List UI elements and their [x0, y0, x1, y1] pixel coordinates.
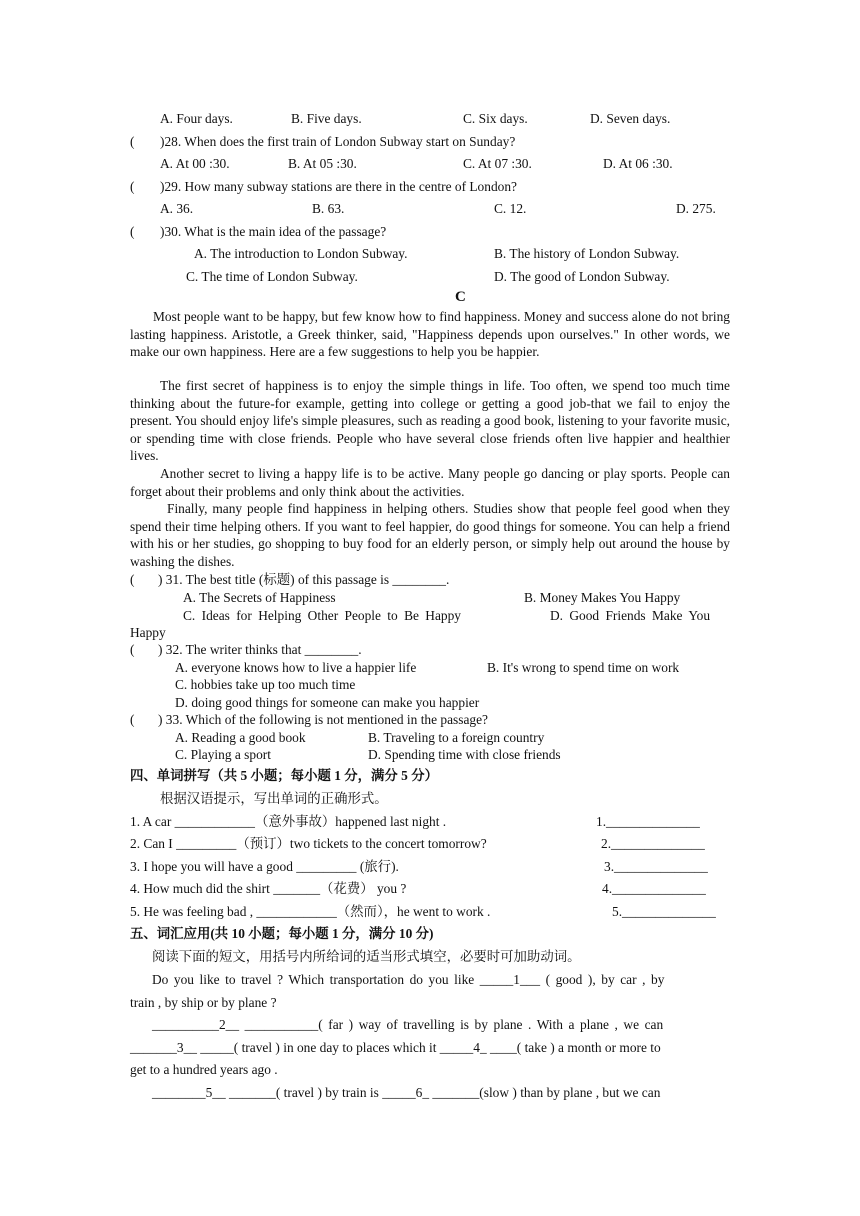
spelling-answer-2: 2.______________ [601, 836, 705, 851]
spelling-answer-5: 5.______________ [612, 904, 716, 919]
q27-option-c: C. Six days. [463, 111, 528, 126]
spelling-item-3: 3. I hope you will have a good _________ (旅行). [130, 859, 399, 874]
vocab-line-6: ________5__ _______( travel ) by train is _____6_ _______(slow ) than by plane , but we can [152, 1085, 661, 1100]
vocab-line-5: get to a hundred years ago . [130, 1062, 278, 1077]
q32-option-b: B. It's wrong to spend time on work [487, 660, 680, 675]
q29-paren: ( [130, 179, 135, 194]
vocab-line-4: _______3__ _____( travel ) in one day to places which it _____4_ ____( take ) a month or more to [130, 1040, 661, 1055]
spelling-answer-4: 4.______________ [602, 881, 706, 896]
q32-stem: ) 32. The writer thinks that ________. [158, 642, 362, 657]
section-4-title: 四、单词拼写（共 5 小题；每小题 1 分，满分 5 分） [130, 768, 438, 783]
q29-option-b: B. 63. [312, 201, 345, 216]
q32-paren: ( [130, 642, 135, 657]
passage-paragraph-1: Most people want to be happy, but few know how to find happiness. Money and success alone do not bring lasting happiness. Aristotle, a Greek thinker, said, "Happiness depends upon ourselves." In other words, we make our own happiness. Here are a few suggestions to help you be happier. [130, 309, 730, 360]
section-5-title: 五、词汇应用(共 10 小题；每小题 1 分，满分 10 分) [130, 926, 434, 941]
q30-paren: ( [130, 224, 135, 239]
q29-option-a: A. 36. [160, 201, 194, 216]
q32-option-c: C. hobbies take up too much time [175, 677, 356, 692]
q30-stem: )30. What is the main idea of the passage? [160, 224, 387, 239]
q33-stem: ) 33. Which of the following is not mentioned in the passage? [158, 712, 488, 727]
q31-option-b: B. Money Makes You Happy [524, 590, 681, 605]
section-5-instruction: 阅读下面的短文，用括号内所给词的适当形式填空，必要时可加助动词。 [152, 949, 581, 964]
q28-stem: )28. When does the first train of London Subway start on Sunday? [160, 134, 516, 149]
q33-option-d: D. Spending time with close friends [368, 747, 561, 762]
q29-option-d: D. 275. [676, 201, 716, 216]
q31-paren: ( [130, 572, 135, 587]
q31-option-a: A. The Secrets of Happiness [183, 590, 336, 605]
q27-option-d: D. Seven days. [590, 111, 671, 126]
q31-option-c: C. Ideas for Helping Other People to Be Happy [183, 608, 461, 623]
q30-option-a: A. The introduction to London Subway. [194, 246, 408, 261]
q30-option-b: B. The history of London Subway. [494, 246, 680, 261]
spelling-item-5: 5. He was feeling bad , ____________（然而），he went to work . [130, 904, 491, 919]
vocab-line-2: train , by ship or by plane ? [130, 995, 277, 1010]
q33-option-a: A. Reading a good book [175, 730, 306, 745]
q29-stem: )29. How many subway stations are there in the centre of London? [160, 179, 517, 194]
vocab-line-3: __________2__ ___________( far ) way of travelling is by plane . With a plane , we can [152, 1017, 664, 1032]
q33-option-c: C. Playing a sport [175, 747, 271, 762]
passage-paragraph-4: Finally, many people find happiness in helping others. Studies show that people feel good when they spend their time helping others. If you want to feel happier, do good things for someone. You can help a friend with his or her studies, go shopping to buy food for an elderly person, or simply help out around the house by washing the dishes. [130, 501, 730, 569]
q28-option-b: B. At 05 :30. [288, 156, 357, 171]
spelling-item-2: 2. Can I _________（预订）two tickets to the concert tomorrow? [130, 836, 487, 851]
q30-option-c: C. The time of London Subway. [186, 269, 358, 284]
q29-option-c: C. 12. [494, 201, 527, 216]
spelling-answer-1: 1.______________ [596, 814, 700, 829]
q32-option-a: A. everyone knows how to live a happier life [175, 660, 417, 675]
q28-paren: ( [130, 134, 135, 149]
q28-option-c: C. At 07 :30. [463, 156, 532, 171]
q32-option-d: D. doing good things for someone can make you happier [175, 695, 480, 710]
q28-option-a: A. At 00 :30. [160, 156, 230, 171]
q30-option-d: D. The good of London Subway. [494, 269, 670, 284]
section-4-instruction: 根据汉语提示，写出单词的正确形式。 [160, 791, 388, 806]
spelling-item-1: 1. A car ____________（意外事故）happened last night . [130, 814, 447, 829]
q27-option-a: A. Four days. [160, 111, 233, 126]
spelling-answer-3: 3.______________ [604, 859, 708, 874]
vocab-line-1: Do you like to travel ? Which transportation do you like _____1___ ( good ), by car , by [152, 972, 665, 987]
q33-paren: ( [130, 712, 135, 727]
q31-option-d-continued: Happy [130, 625, 166, 640]
q31-option-d: D. Good Friends Make You [550, 608, 711, 623]
q31-stem: ) 31. The best title (标题) of this passage is ________. [158, 572, 450, 587]
q28-option-d: D. At 06 :30. [603, 156, 673, 171]
spelling-item-4: 4. How much did the shirt _______（花费） you ? [130, 881, 407, 896]
section-c-title: C [455, 289, 466, 305]
passage-paragraph-2: The first secret of happiness is to enjoy the simple things in life. Too often, we spend too much time thinking about the future-for example, getting into college or getting a good job-that we fail to enjoy the present. You should enjoy life's simple pleasures, such as reading a good book, listening to your favorite music, or spending time with close friends. People who have several close friends often live happier and healthier lives. [130, 378, 730, 464]
passage-paragraph-3: Another secret to living a happy life is to be active. Many people go dancing or play sports. People can forget about their problems and only think about the activities. [130, 466, 730, 499]
q27-option-b: B. Five days. [291, 111, 362, 126]
q33-option-b: B. Traveling to a foreign country [368, 730, 545, 745]
